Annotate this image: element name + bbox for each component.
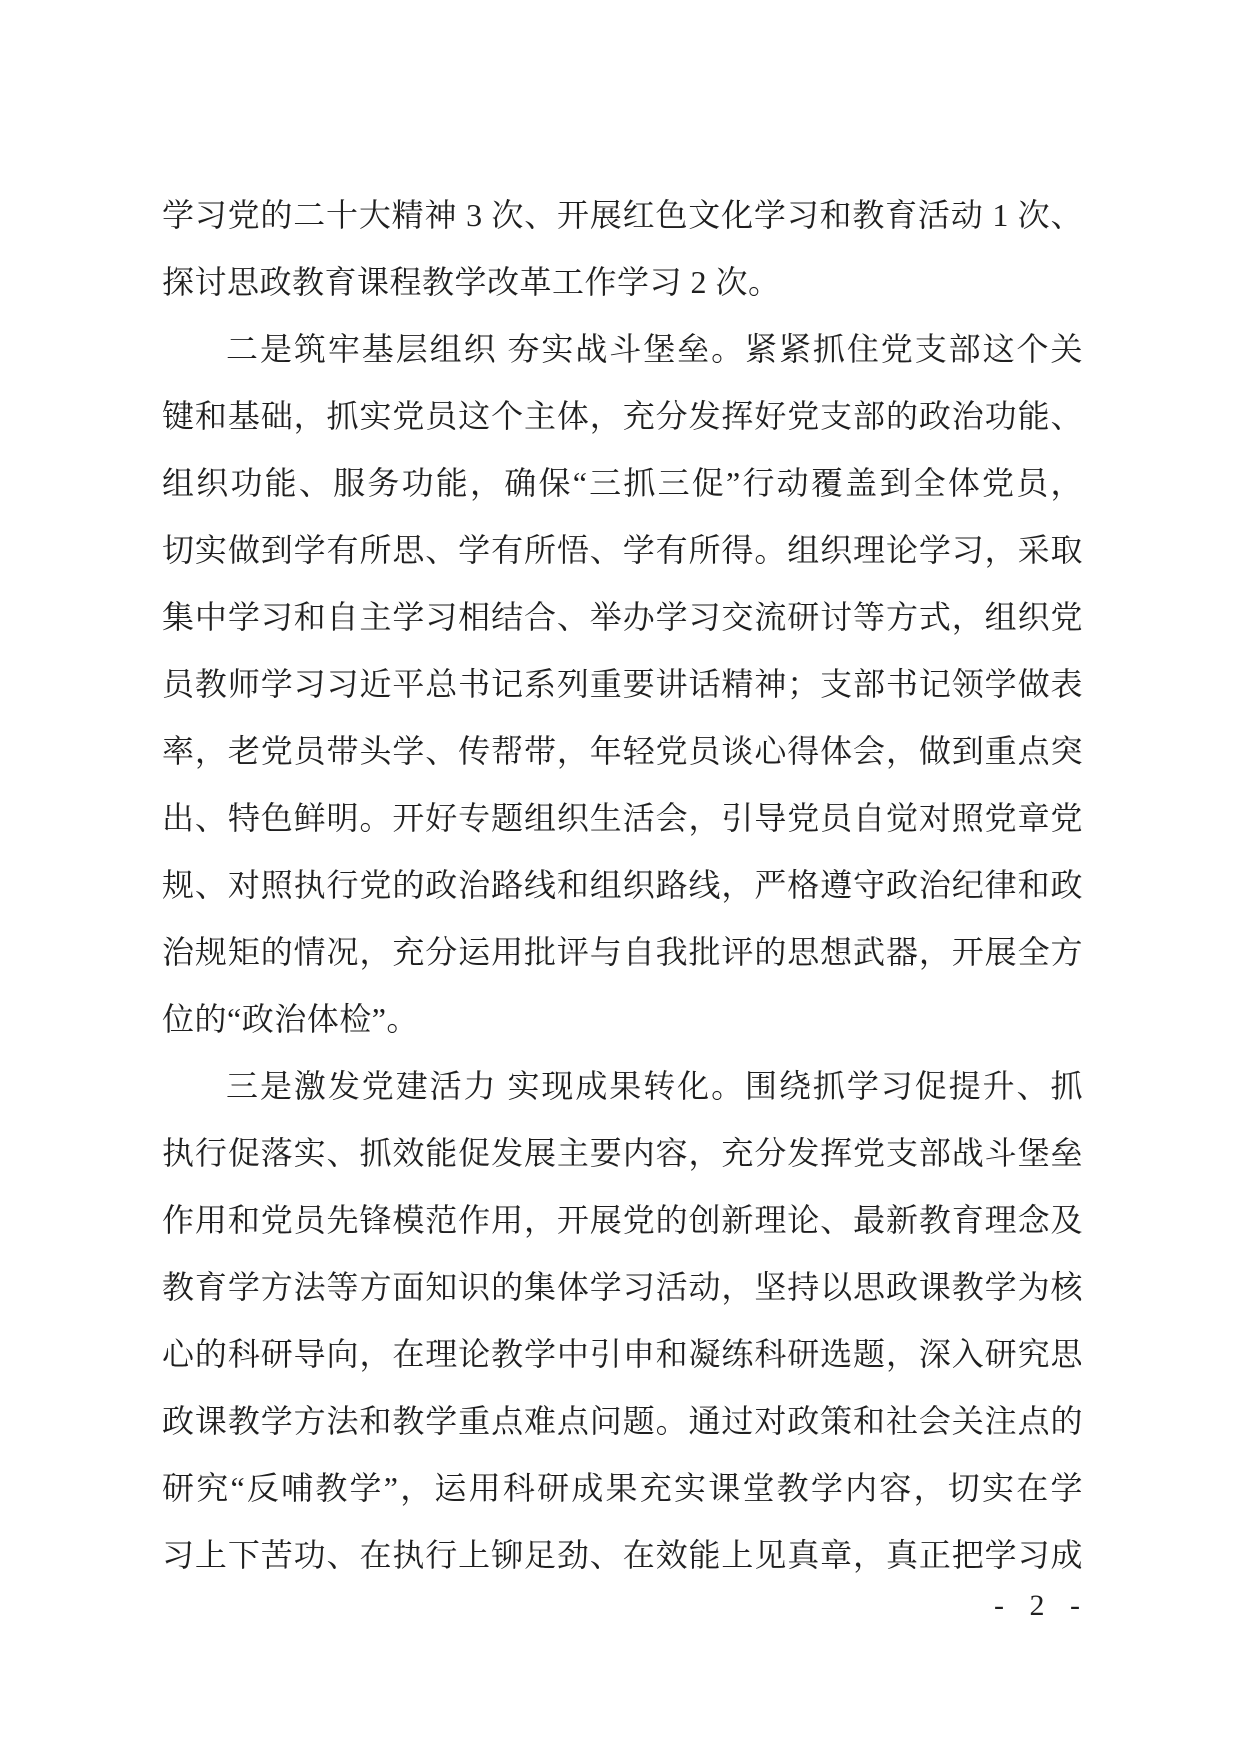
page-number: - 2 - <box>994 1589 1083 1622</box>
text-line: 执行促落实、抓效能促发展主要内容，充分发挥党支部战斗堡垒 <box>162 1135 1083 1171</box>
text-line: 教育学方法等方面知识的集体学习活动，坚持以思政课教学为核 <box>162 1269 1083 1305</box>
text-line: 学习党的二十大精神 3 次、开展红色文化学习和教育活动 1 次、 <box>162 197 1083 233</box>
text-line: 习上下苦功、在执行上铆足劲、在效能上见真章，真正把学习成 <box>162 1537 1083 1573</box>
text-line: 率，老党员带头学、传帮带，年轻党员谈心得体会，做到重点突 <box>162 733 1083 769</box>
text-line: 组织功能、服务功能，确保“三抓三促”行动覆盖到全体党员， <box>162 465 1083 501</box>
text-line: 政课教学方法和教学重点难点问题。通过对政策和社会关注点的 <box>162 1403 1083 1439</box>
text-line: 治规矩的情况，充分运用批评与自我批评的思想武器，开展全方 <box>162 934 1083 970</box>
text-line: 位的“政治体检”。 <box>162 1001 419 1037</box>
text-line: 探讨思政教育课程教学改革工作学习 2 次。 <box>162 264 781 300</box>
text-line: 员教师学习习近平总书记系列重要讲话精神；支部书记领学做表 <box>162 666 1083 702</box>
text-line: 三是激发党建活力 实现成果转化。围绕抓学习促提升、抓 <box>226 1068 1083 1104</box>
text-line: 心的科研导向，在理论教学中引申和凝练科研选题，深入研究思 <box>162 1336 1083 1372</box>
text-line: 研究“反哺教学”，运用科研成果充实课堂教学内容，切实在学 <box>162 1470 1083 1506</box>
text-line: 规、对照执行党的政治路线和组织路线，严格遵守政治纪律和政 <box>162 867 1083 903</box>
text-line: 作用和党员先锋模范作用，开展党的创新理论、最新教育理念及 <box>162 1202 1083 1238</box>
text-line: 集中学习和自主学习相结合、举办学习交流研讨等方式，组织党 <box>162 599 1083 635</box>
text-line: 出、特色鲜明。开好专题组织生活会，引导党员自觉对照党章党 <box>162 800 1083 836</box>
text-line: 二是筑牢基层组织 夯实战斗堡垒。紧紧抓住党支部这个关 <box>226 331 1083 367</box>
text-line: 键和基础，抓实党员这个主体，充分发挥好党支部的政治功能、 <box>162 398 1083 434</box>
text-line: 切实做到学有所思、学有所悟、学有所得。组织理论学习，采取 <box>162 532 1083 568</box>
document-body <box>162 182 1083 1589</box>
